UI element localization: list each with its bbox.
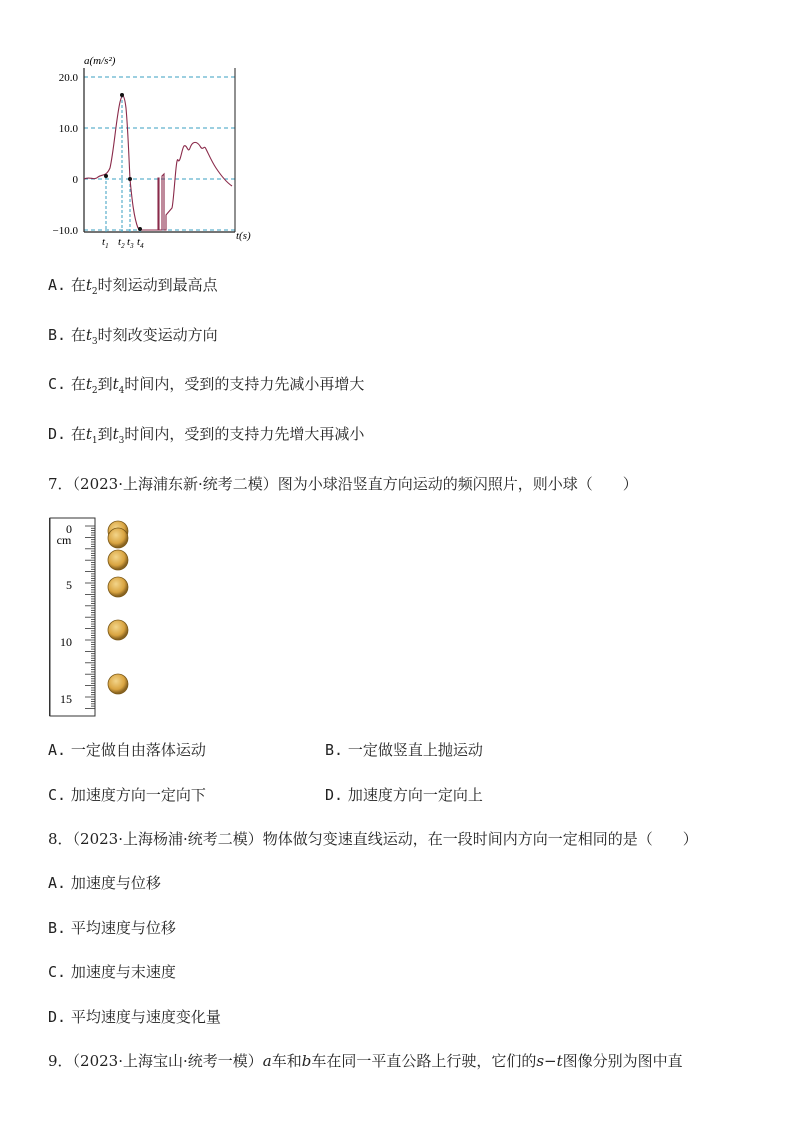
ruler-label-15: 15: [60, 692, 72, 706]
q8-stem: 8．（2023·上海杨浦·统考二模）物体做匀变速直线运动，在一段时间内方向一定相同的是（ ）: [48, 830, 698, 848]
y-axis-label: a(m/s²): [84, 55, 116, 67]
point-t2: [120, 93, 124, 97]
q6-option-c[interactable]: C. 在$t_2$到$t_4$时间内，受到的支持力先减小再增大: [48, 375, 365, 396]
t2-label: $t_2$: [118, 236, 125, 250]
q6-option-a[interactable]: A. 在$t_2$时刻运动到最高点: [48, 276, 218, 297]
ball-2: [108, 528, 128, 548]
y-tick-0: 0: [72, 174, 78, 186]
t4-label: $t_4$: [137, 236, 144, 250]
x-axis-label: t(s): [236, 230, 251, 242]
q7-option-d[interactable]: D. 加速度方向一定向上: [325, 786, 483, 804]
acceleration-time-graph: [40, 50, 270, 255]
point-t1: [104, 174, 108, 178]
ball-5: [108, 620, 128, 640]
ruler-label-0: 0: [66, 522, 72, 536]
q8-option-b[interactable]: B. 平均速度与位移: [48, 919, 176, 937]
t3-label: $t_3$: [127, 236, 134, 250]
q7-option-c[interactable]: C. 加速度方向一定向下: [48, 786, 206, 804]
ball-4: [108, 577, 128, 597]
ruler-label-5: 5: [66, 578, 72, 592]
y-tick-minus10: −10.0: [52, 225, 78, 237]
q8-option-c[interactable]: C. 加速度与末速度: [48, 963, 176, 981]
ruler-label-10: 10: [60, 635, 72, 649]
q7-stem: 7．（2023·上海浦东新·统考二模）图为小球沿竖直方向运动的频闪照片，则小球（ ）: [48, 475, 638, 493]
point-t3: [128, 177, 132, 181]
q6-option-d[interactable]: D. 在$t_1$到$t_3$时间内，受到的支持力先增大再减小: [48, 425, 365, 446]
t1-label: $t_1$: [102, 236, 109, 250]
ball-6: [108, 674, 128, 694]
ruler-label-cm: cm: [56, 533, 72, 547]
point-t4: [138, 227, 142, 231]
strobe-photo-figure: [44, 512, 144, 722]
y-tick-20: 20.0: [58, 72, 78, 84]
q7-option-b[interactable]: B. 一定做竖直上抛运动: [325, 741, 483, 759]
q8-option-d[interactable]: D. 平均速度与速度变化量: [48, 1008, 221, 1026]
q8-option-a[interactable]: A. 加速度与位移: [48, 874, 161, 892]
y-tick-10: 10.0: [58, 123, 78, 135]
acceleration-curve: [84, 96, 232, 230]
q7-option-a[interactable]: A. 一定做自由落体运动: [48, 741, 206, 759]
ball-3: [108, 550, 128, 570]
q9-stem: 9．（2023·上海宝山·统考一模）a车和b车在同一平直公路上行驶，它们的s−t图像分别为图中直: [48, 1052, 683, 1070]
q6-option-b[interactable]: B. 在$t_3$时刻改变运动方向: [48, 326, 218, 347]
